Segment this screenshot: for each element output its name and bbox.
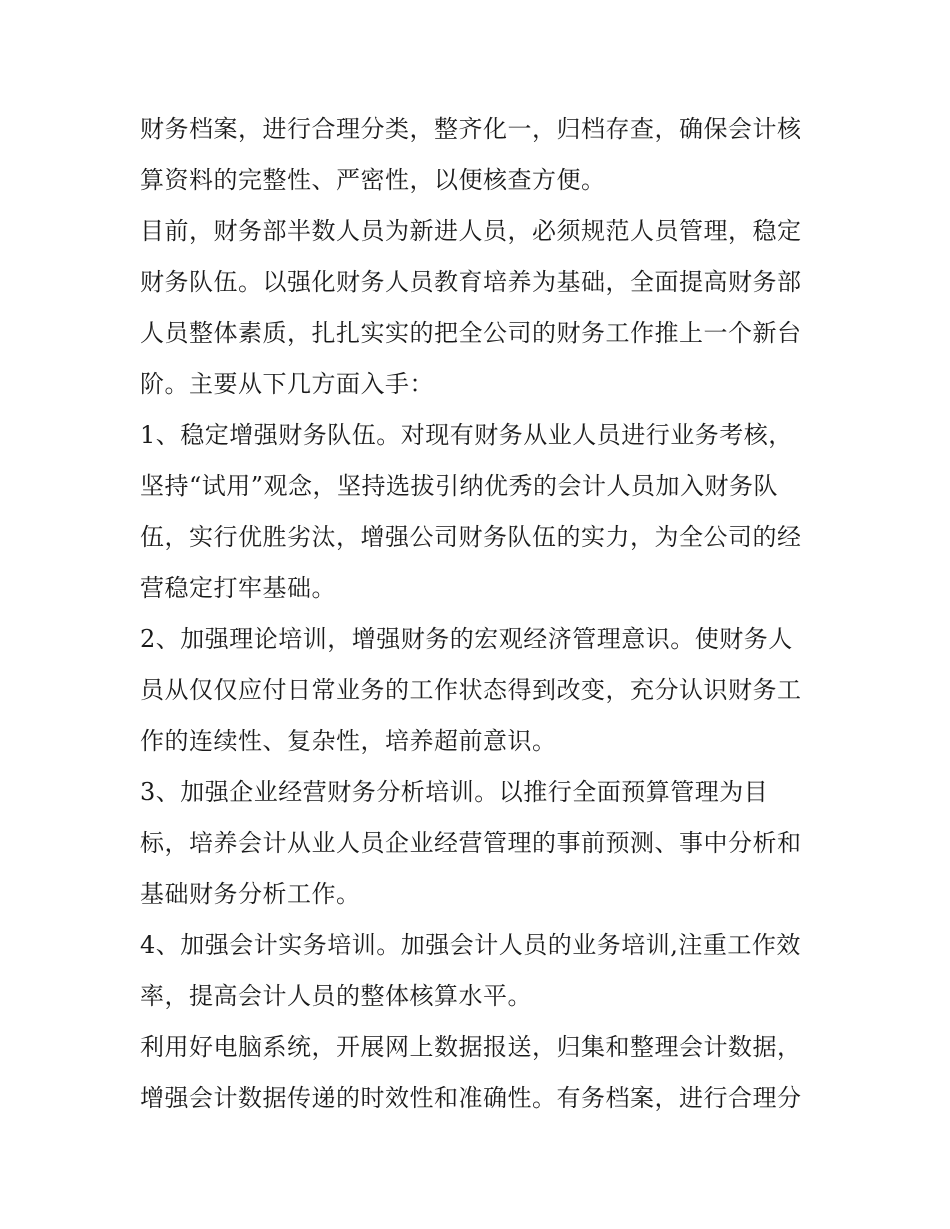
text-line: 算资料的完整性、严密性，以便核查方便。 [140,166,606,194]
text-line: 3、加强企业经营财务分析培训。以推行全面预算管理为目 [140,778,769,806]
text-line: 增强会计数据传递的时效性和准确性。有务档案，进行合理分 [140,1084,802,1112]
text-line: 财务档案，进行合理分类，整齐化一，归档存查，确保会计核 [140,115,802,143]
text-line: 人员整体素质，扎扎实实的把全公司的财务工作推上一个新台 [140,319,802,347]
text-line: 财务队伍。以强化财务人员教育培养为基础，全面提高财务部 [140,268,802,296]
text-line: 利用好电脑系统，开展网上数据报送，归集和整理会计数据， [140,1033,802,1061]
text-line: 坚持“试用”观念，坚持选拔引纳优秀的会计人员加入财务队 [140,472,779,500]
text-line: 营稳定打牢基础。 [140,574,336,602]
text-line: 目前，财务部半数人员为新进人员，必须规范人员管理，稳定 [140,217,802,245]
text-line: 标，培养会计从业人员企业经营管理的事前预测、事中分析和 [140,829,802,857]
text-line: 基础财务分析工作。 [140,880,361,908]
text-line: 4、加强会计实务培训。加强会计人员的业务培训,注重工作效 [140,931,801,959]
text-line: 率，提高会计人员的整体核算水平。 [140,982,532,1010]
text-line: 伍，实行优胜劣汰，增强公司财务队伍的实力，为全公司的经 [140,523,802,551]
body-text [140,104,820,1124]
text-line: 员从仅仅应付日常业务的工作状态得到改变，充分认识财务工 [140,676,802,704]
text-line: 2、加强理论培训，增强财务的宏观经济管理意识。使财务人 [140,625,793,653]
text-line: 阶。主要从下几方面入手： [140,370,434,398]
text-line: 作的连续性、复杂性，培养超前意识。 [140,727,557,755]
text-line: 1、稳定增强财务队伍。对现有财务从业人员进行业务考核， [140,421,793,449]
